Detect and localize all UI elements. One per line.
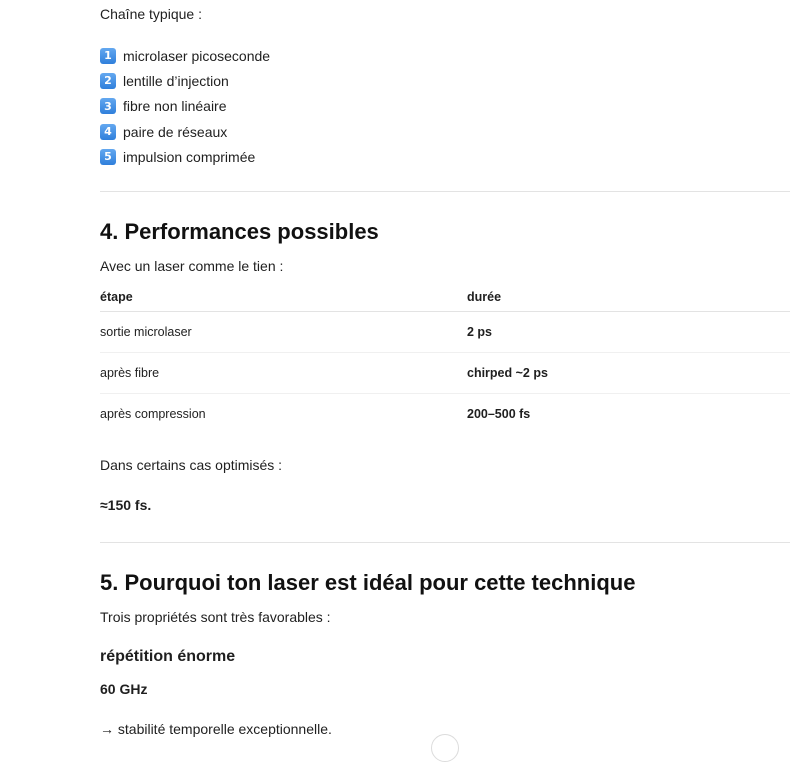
table-row — [100, 353, 790, 394]
optimized-result: ≈150 fs. — [100, 497, 152, 513]
list-item — [100, 68, 270, 93]
table-row — [100, 312, 790, 353]
repetition-value: 60 GHz — [100, 681, 148, 697]
step-label: paire de réseaux — [123, 123, 228, 140]
column-header-duration: durée — [467, 283, 790, 312]
list-item — [100, 144, 270, 169]
table-cell-step: sortie microlaser — [100, 312, 467, 353]
list-item — [100, 43, 270, 68]
table-header-row — [100, 283, 790, 312]
keycap-number-icon: 2 — [100, 73, 116, 89]
optimized-note: Dans certains cas optimisés : — [100, 457, 283, 473]
stability-note: → stabilité temporelle exceptionnelle. — [100, 721, 332, 737]
list-item — [100, 94, 270, 119]
section-divider — [100, 191, 790, 192]
table-cell-step: après compression — [100, 407, 206, 421]
section-divider — [100, 542, 790, 543]
step-label: microlaser picoseconde — [123, 47, 271, 64]
table-cell-duration: chirped ~2 ps — [467, 353, 790, 394]
table-cell-duration: 200–500 fs — [467, 407, 531, 421]
performance-table — [100, 283, 790, 434]
section-4-heading: 4. Performances possibles — [100, 219, 379, 244]
keycap-number-icon: 1 — [100, 48, 116, 64]
step-label: lentille d’injection — [123, 72, 229, 89]
section-5-lead: Trois propriétés sont très favorables : — [100, 609, 331, 625]
chain-steps-list — [100, 43, 270, 169]
table-cell-duration: 2 ps — [467, 312, 790, 353]
keycap-number-icon: 5 — [100, 149, 116, 165]
section-5-heading: 5. Pourquoi ton laser est idéal pour cette technique — [100, 570, 636, 595]
list-item — [100, 119, 270, 144]
step-label: fibre non linéaire — [123, 98, 227, 115]
chain-intro: Chaîne typique : — [100, 6, 202, 22]
scroll-down-button[interactable] — [431, 734, 459, 762]
subheading-repetition: répétition énorme — [100, 648, 236, 665]
column-header-step: étape — [100, 283, 467, 312]
step-label: impulsion comprimée — [123, 148, 256, 165]
keycap-number-icon: 3 — [100, 98, 116, 114]
section-4-lead: Avec un laser comme le tien : — [100, 258, 284, 274]
table-row — [100, 394, 790, 435]
table-cell-step: après fibre — [100, 353, 467, 394]
keycap-number-icon: 4 — [100, 124, 116, 140]
